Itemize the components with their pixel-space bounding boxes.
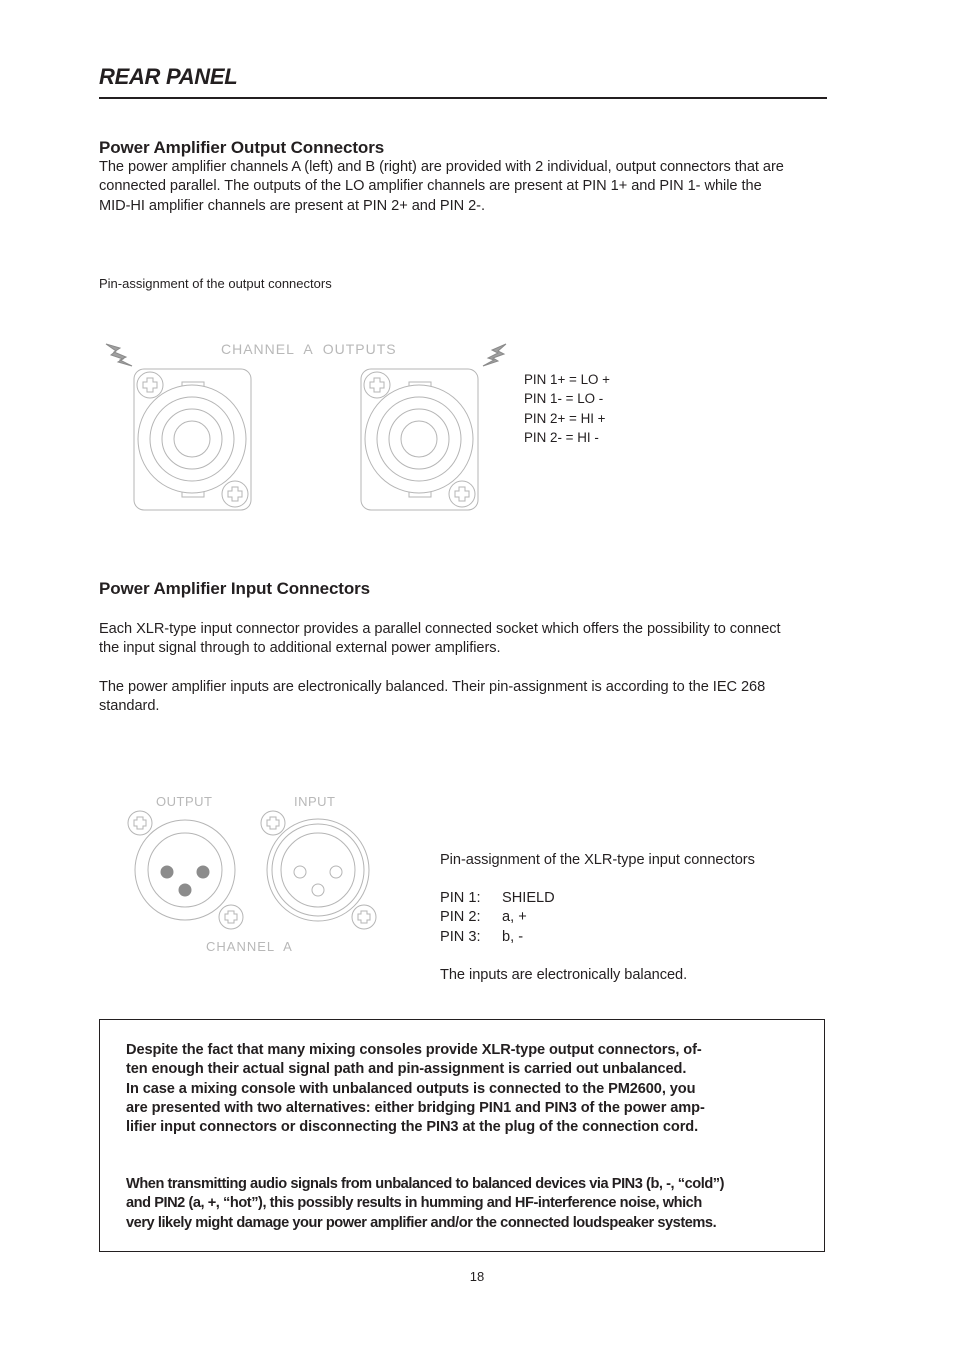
notice-line: very likely might damage your power amplifier and/or the connected loudspeaker systems. [126,1214,717,1231]
output-connectors-paragraph [99,158,869,216]
pin-assignment-item: PIN 2- = HI - [524,429,599,445]
xlr-pin-item [440,889,555,908]
notice-paragraph-1 [126,1041,793,1137]
paragraph-line: Each XLR-type input connector provides a parallel connected socket which offers the possibility to connect [99,621,781,637]
xlr-pin-list [440,889,555,947]
page-number: 18 [469,1269,485,1284]
xlr-pin-number: PIN 1: [440,890,481,906]
xlr-input-label: INPUT [294,794,336,809]
input-connectors-heading: Power Amplifier Input Connectors [99,579,371,598]
page-title: REAR PANEL [99,64,238,89]
speakon-connectors-diagram [100,335,520,515]
xlr-channel-label: CHANNEL A [206,939,293,954]
title-divider [99,97,827,99]
pin-assignment-item: PIN 1- = LO - [524,391,604,407]
channel-a-outputs-figure [100,335,520,515]
notice-line: Despite the fact that many mixing consoles provide XLR-type output connectors, of- [126,1042,702,1058]
pin-assignment-item: PIN 2+ = HI + [524,410,606,426]
xlr-connectors-figure [115,790,395,965]
xlr-pin-caption: Pin-assignment of the XLR-type input connectors [440,852,755,868]
xlr-pin-value: SHIELD [502,890,555,906]
notice-line: ten enough their actual signal path and pin-assignment is carried out unbalanced. [126,1061,687,1078]
xlr-pin-item [440,928,555,947]
speakon-connector-left [134,369,251,510]
output-pin-assignment-list [524,370,610,447]
paragraph-line: The power amplifier inputs are electronically balanced. Their pin-assignment is according to the IEC 268 [99,679,766,695]
speakon-connector-right [361,369,478,510]
warning-lightning-icon [106,344,132,366]
xlr-pin-value: b, - [502,928,524,945]
notice-line: lifier input connectors or disconnecting the PIN3 at the plug of the connection cord. [126,1119,699,1136]
notice-line: and PIN2 (a, +, “hot”), this possibly results in humming and HF-interference noise, which [126,1195,702,1212]
xlr-output-label: OUTPUT [156,794,213,809]
xlr-pin-number: PIN 3: [440,928,481,945]
notice-line: When transmitting audio signals from unbalanced to balanced devices via PIN3 (b, -, “cold”) [126,1176,725,1192]
output-pin-caption: Pin-assignment of the output connectors [99,276,332,291]
paragraph-line: MID-HI amplifier channels are present at PIN 2+ and PIN 2-. [99,197,485,214]
input-connectors-paragraph-1 [99,620,869,659]
paragraph-line: connected parallel. The outputs of the LO amplifier channels are present at PIN 1+ and PIN 1- while the [99,178,762,195]
warning-notice-box [99,1019,825,1252]
xlr-pin-value: a, + [502,909,527,926]
paragraph-line: standard. [99,698,160,715]
input-connectors-paragraph-2 [99,678,869,717]
xlr-output-connector [128,811,243,929]
paragraph-line: the input signal through to additional external power amplifiers. [99,640,501,657]
notice-paragraph-2 [126,1175,793,1233]
xlr-pin-item [440,908,555,927]
balanced-note: The inputs are electronically balanced. [440,967,688,983]
pin-assignment-item: PIN 1+ = LO + [524,372,610,387]
xlr-pin-number: PIN 2: [440,909,481,926]
channel-a-outputs-label: CHANNEL A OUTPUTS [221,341,397,357]
notice-line: In case a mixing console with unbalanced outputs is connected to the PM2600, you [126,1080,696,1097]
xlr-input-connector [261,811,376,929]
paragraph-line: The power amplifier channels A (left) and B (right) are provided with 2 individual, output connectors that are [99,159,784,175]
output-connectors-heading: Power Amplifier Output Connectors [99,138,385,157]
warning-lightning-icon [483,344,506,366]
notice-line: are presented with two alternatives: either bridging PIN1 and PIN3 of the power amp- [126,1099,705,1116]
